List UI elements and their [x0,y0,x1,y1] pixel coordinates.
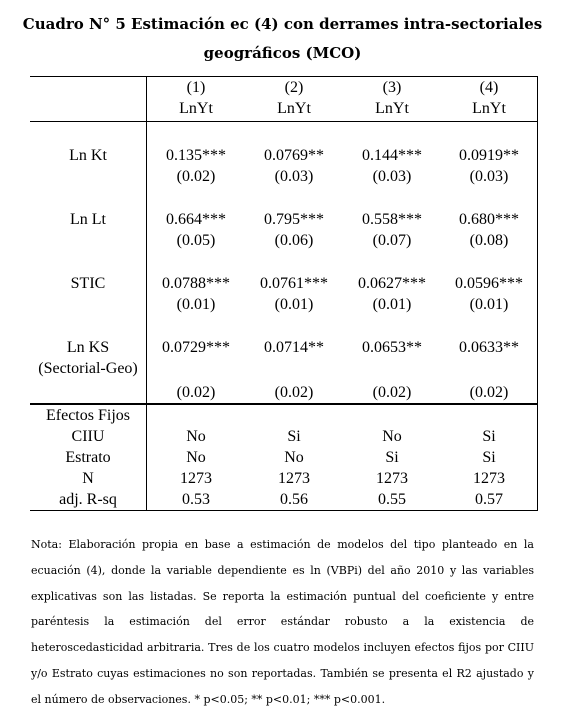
row-label: Ln Lt [70,211,106,228]
header-col-3: (3) LnYt [343,77,441,122]
coef-row-lnkt: Ln Kt 0.135*** 0.0769** 0.144*** 0.0919** [30,145,538,166]
fixed-effects-title-row [30,404,538,426]
fixed-effects-title: Efectos Fijos [30,404,147,426]
row-label: STIC [70,275,106,292]
header-col-2: (2) LnYt [245,77,343,122]
se-row-lnkt: (0.02) (0.03) (0.03) (0.03) [30,166,538,187]
table-header-row [30,77,538,122]
table-title: Cuadro N° 5 Estimación ec (4) con derrames intra-sectoriales geográficos (MCO) [22,15,543,62]
coef-row-lnks: Ln KS 0.0729*** 0.0714** 0.0653** 0.0633** [30,337,538,358]
se-row-lnlt: (0.05) (0.06) (0.07) (0.08) [30,230,538,251]
footer-row-n: N 1273 1273 1273 1273 [30,468,538,489]
se-row-stic: (0.01) (0.01) (0.01) (0.01) [30,294,538,315]
coef-row-stic: STIC 0.0788*** 0.0761*** 0.0627*** 0.0596*** [30,273,538,294]
table-note: Nota: Elaboración propia en base a estimación de modelos del tipo planteado en la ecuación (4), donde la variable dependiente es ln (VBPi) del año 2010 y las variables explicativas son las listadas. Se reporta la estimación puntual del coeficiente y entre paréntesis la estimación del error estándar robusto a la existencia de heteroscedasticidad arbitraria. Tres de los cuatro modelos incluyen efectos fijos por CIIU y/o Estrato cuyas estimaciones no son reportadas. También se presenta el R2 ajustado y el número de observaciones. * p<0.05; ** p<0.01; *** p<0.001. [31,538,534,706]
row-label: Ln KS [66,339,110,356]
row-label-sub: (Sectorial-Geo) [38,360,138,377]
header-col-1: (1) LnYt [147,77,246,122]
regression-table [30,76,538,511]
coef-row-lnlt: Ln Lt 0.664*** 0.795*** 0.558*** 0.680*** [30,209,538,230]
label-row-lnks-sub [30,358,538,379]
footer-row-ciiu: CIIU No Si No Si [30,426,538,447]
se-row-lnks: (0.02) (0.02) (0.02) (0.02) [30,382,538,404]
footer-row-estrato: Estrato No No Si Si [30,447,538,468]
header-col-4: (4) LnYt [441,77,538,122]
row-label: Ln Kt [69,147,107,164]
header-label-cell [30,77,147,122]
footer-row-adj-rsq: adj. R-sq 0.53 0.56 0.55 0.57 [30,489,538,511]
